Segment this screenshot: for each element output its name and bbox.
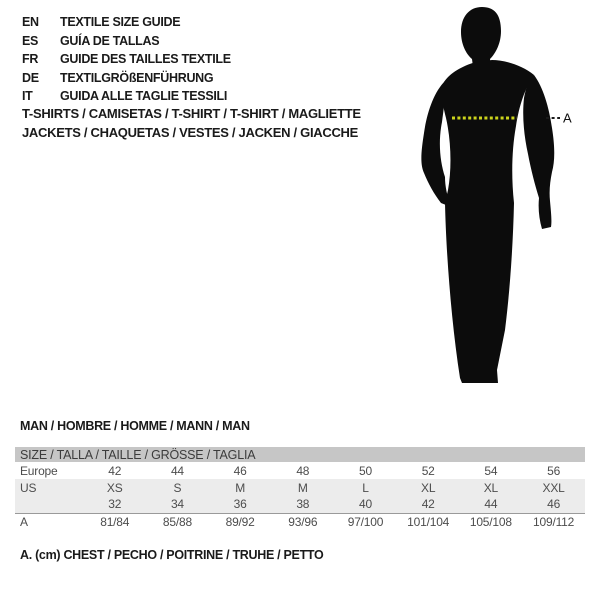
language-row-en bbox=[22, 13, 231, 32]
table-cell: 101/104 bbox=[397, 513, 460, 530]
table-cell: 36 bbox=[233, 497, 247, 512]
table-cell: 34 bbox=[170, 497, 184, 512]
row-label: Europe bbox=[20, 463, 58, 478]
language-row-fr bbox=[22, 50, 231, 69]
table-cell: M bbox=[235, 480, 245, 495]
measurement-footnote: A. (cm) CHEST / PECHO / POITRINE / TRUHE / PETTO bbox=[20, 548, 324, 562]
man-silhouette-icon bbox=[400, 0, 600, 420]
language-row-de bbox=[22, 69, 231, 88]
table-cell: 48 bbox=[296, 463, 310, 478]
silhouette-torso bbox=[442, 60, 534, 203]
gender-heading: MAN / HOMBRE / HOMME / MANN / MAN bbox=[20, 419, 250, 433]
table-cell: 50 bbox=[359, 463, 372, 478]
table-cell: 44 bbox=[170, 463, 184, 478]
table-cell: 81/84 bbox=[83, 513, 146, 530]
language-code: DE bbox=[22, 70, 39, 85]
table-cell: 42 bbox=[108, 463, 122, 478]
table-cell: 105/108 bbox=[460, 513, 523, 530]
row-label: US bbox=[20, 480, 37, 495]
table-cell: 97/100 bbox=[334, 513, 397, 530]
table-cell: 93/96 bbox=[271, 513, 334, 530]
table-cell: L bbox=[362, 480, 369, 495]
language-label: GUIDE DES TAILLES TEXTILE bbox=[60, 52, 231, 67]
table-cell: 46 bbox=[547, 497, 561, 512]
language-label: TEXTILGRÖßENFÜHRUNG bbox=[60, 70, 214, 85]
table-cell: 52 bbox=[421, 463, 435, 478]
silhouette-legs bbox=[445, 203, 514, 383]
language-code: ES bbox=[22, 33, 39, 48]
row-label: A bbox=[15, 513, 83, 530]
silhouette-head bbox=[461, 7, 501, 67]
language-row-es bbox=[22, 32, 231, 51]
table-cell: XL bbox=[483, 480, 498, 495]
silhouette-right-arm bbox=[523, 75, 554, 229]
language-label: TEXTILE SIZE GUIDE bbox=[60, 15, 181, 29]
table-cell: 85/88 bbox=[146, 513, 209, 530]
table-cell: 56 bbox=[547, 463, 561, 478]
table-cell: 42 bbox=[421, 497, 435, 512]
table-cell: XS bbox=[106, 480, 123, 495]
category-list bbox=[22, 104, 361, 142]
row-label bbox=[15, 496, 83, 513]
table-cell: M bbox=[297, 480, 308, 495]
table-cell: 32 bbox=[108, 497, 122, 512]
table-cell: 40 bbox=[359, 497, 372, 512]
size-table bbox=[15, 447, 585, 530]
size-table-header-row bbox=[15, 447, 585, 462]
language-label: GUIDA ALLE TAGLIE TESSILI bbox=[60, 89, 228, 104]
language-code: FR bbox=[22, 52, 39, 67]
table-cell: XL bbox=[421, 480, 436, 495]
language-code: IT bbox=[22, 89, 33, 104]
measure-label-a: A bbox=[563, 110, 572, 126]
man-figure bbox=[400, 0, 600, 420]
language-list bbox=[22, 13, 231, 106]
table-cell: 54 bbox=[484, 463, 498, 478]
table-cell: 89/92 bbox=[209, 513, 272, 530]
size-table-header: SIZE / TALLA / TAILLE / GRÖSSE / TAGLIA bbox=[15, 447, 585, 462]
language-label: GUÍA DE TALLAS bbox=[60, 33, 160, 48]
table-row-us bbox=[15, 479, 585, 496]
category-jackets: JACKETS / CHAQUETAS / VESTES / JACKEN / GIACCHE bbox=[22, 125, 358, 140]
table-cell: S bbox=[173, 480, 182, 495]
language-code: EN bbox=[22, 15, 39, 29]
table-cell: XXL bbox=[542, 480, 565, 495]
table-cell: 38 bbox=[296, 497, 310, 512]
table-cell: 44 bbox=[484, 497, 498, 512]
category-tshirts: T-SHIRTS / CAMISETAS / T-SHIRT / T-SHIRT / MAGLIETTE bbox=[22, 106, 361, 121]
table-row-numeric bbox=[15, 496, 585, 513]
table-row-chest bbox=[15, 513, 585, 530]
table-row-europe bbox=[15, 462, 585, 479]
table-cell: 46 bbox=[233, 463, 247, 478]
table-cell: 109/112 bbox=[522, 513, 585, 530]
